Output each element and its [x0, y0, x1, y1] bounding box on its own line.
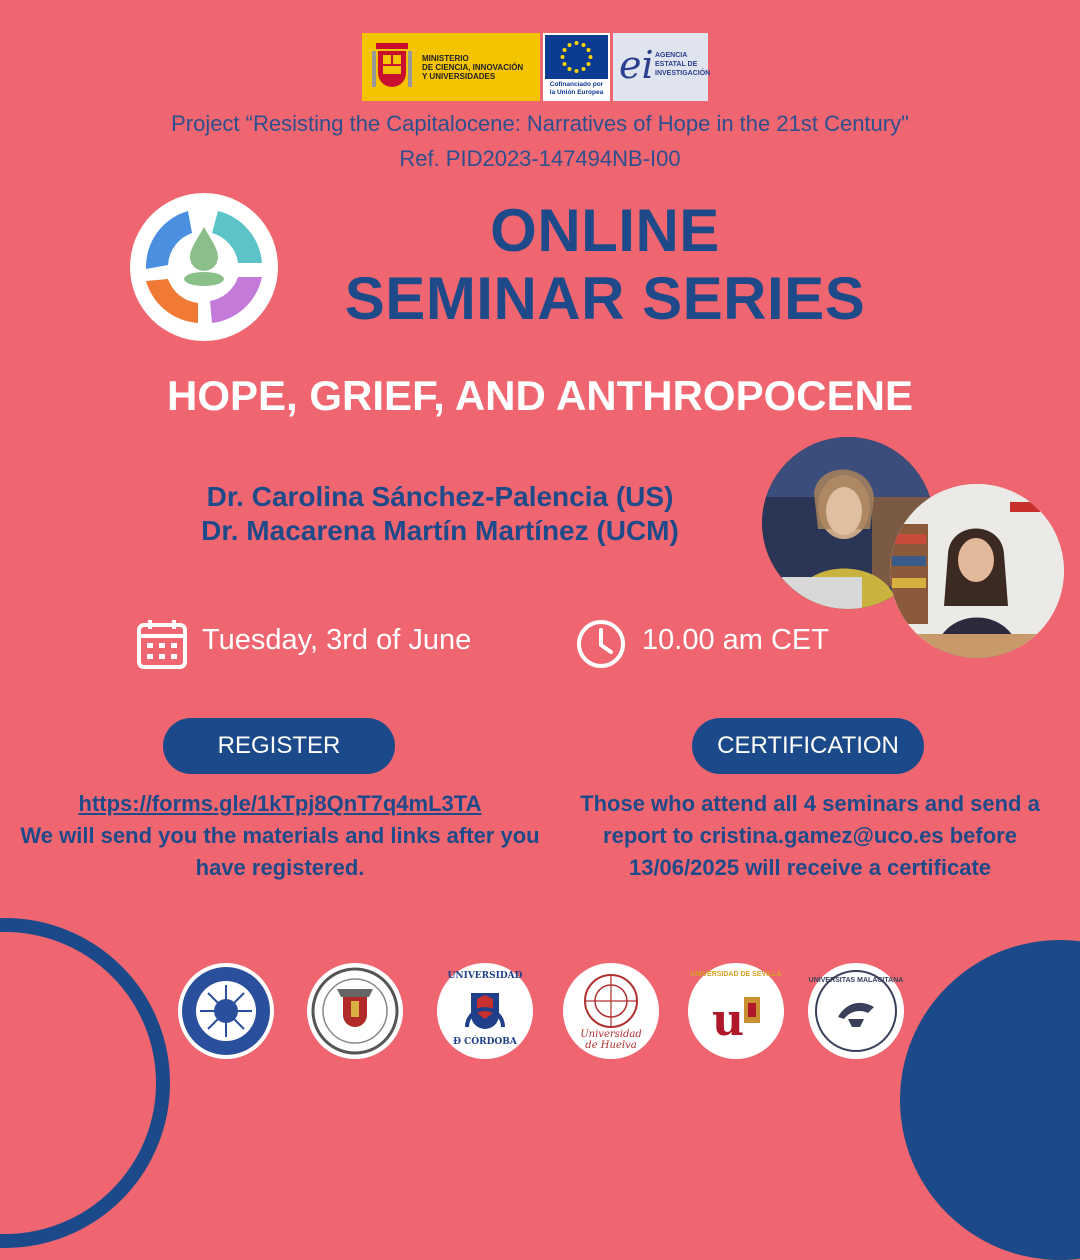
register-note: We will send you the materials and links after you have registered. — [20, 823, 540, 880]
university-almeria-logo — [178, 963, 274, 1059]
spain-crest-icon — [370, 39, 414, 95]
event-time: 10.00 am CET — [642, 624, 829, 656]
ministry-logo — [362, 33, 540, 101]
sevilla-label: UNIVERSIDAD DE SEVILLA — [690, 971, 782, 978]
seminar-series-logo-icon — [128, 191, 280, 343]
eu-caption: Cofinanciado por la Unión Europea — [549, 81, 604, 96]
register-link[interactable]: https://forms.gle/1kTpj8QnT7q4mL3TA — [78, 791, 482, 816]
ministry-name: MINISTERIO DE CIENCIA, INNOVACIÓN Y UNIVERSIDADES — [422, 53, 524, 81]
eu-flag-icon — [545, 35, 608, 79]
speaker-name: Dr. Carolina Sánchez-Palencia (US) — [206, 481, 674, 512]
huelva-label: Universidad de Huelva — [580, 1029, 642, 1051]
decorative-circle — [900, 940, 1080, 1260]
clock-icon — [575, 618, 627, 670]
speaker-photo — [890, 484, 1064, 658]
svg-text:u: u — [712, 995, 744, 1046]
university-sevilla-logo — [688, 963, 784, 1059]
project-ref: Ref. PID2023-147494NB-I00 — [399, 146, 681, 171]
event-date: Tuesday, 3rd of June — [202, 624, 472, 656]
cordoba-bottom-label: Ð CÓRDOBA — [453, 1037, 517, 1047]
university-malaga-logo — [808, 963, 904, 1059]
university-huelva-logo — [563, 963, 659, 1059]
register-button[interactable]: REGISTER — [163, 718, 395, 774]
malaga-label: UNIVERSITAS MALACITANA — [808, 977, 904, 984]
decorative-ring — [0, 918, 170, 1248]
certification-badge: CERTIFICATION — [692, 718, 924, 774]
university-cordoba-logo — [437, 963, 533, 1059]
headline-line-2: SEMINAR SERIES — [344, 265, 866, 332]
speaker-name: Dr. Macarena Martín Martínez (UCM) — [201, 515, 679, 546]
aei-logo — [613, 33, 711, 101]
university-complutense-logo — [307, 963, 403, 1059]
certification-note: Those who attend all 4 seminars and send a report to cristina.gamez@uco.es before 13/06/2025 will receive a certificate — [580, 791, 1040, 880]
cordoba-top-label: UNIVERSIDAD — [447, 971, 523, 981]
aei-caption: AGENCIA ESTATAL DE INVESTIGACIÓN — [655, 52, 711, 77]
project-title: Project “Resisting the Capitalocene: Narratives of Hope in the 21st Century" — [171, 111, 909, 136]
seminar-subtitle: HOPE, GRIEF, AND ANTHROPOCENE — [167, 372, 913, 419]
eu-logo — [543, 33, 610, 101]
aei-mark: ei — [619, 43, 654, 87]
calendar-icon — [136, 618, 188, 670]
headline-line-1: ONLINE — [490, 197, 720, 264]
